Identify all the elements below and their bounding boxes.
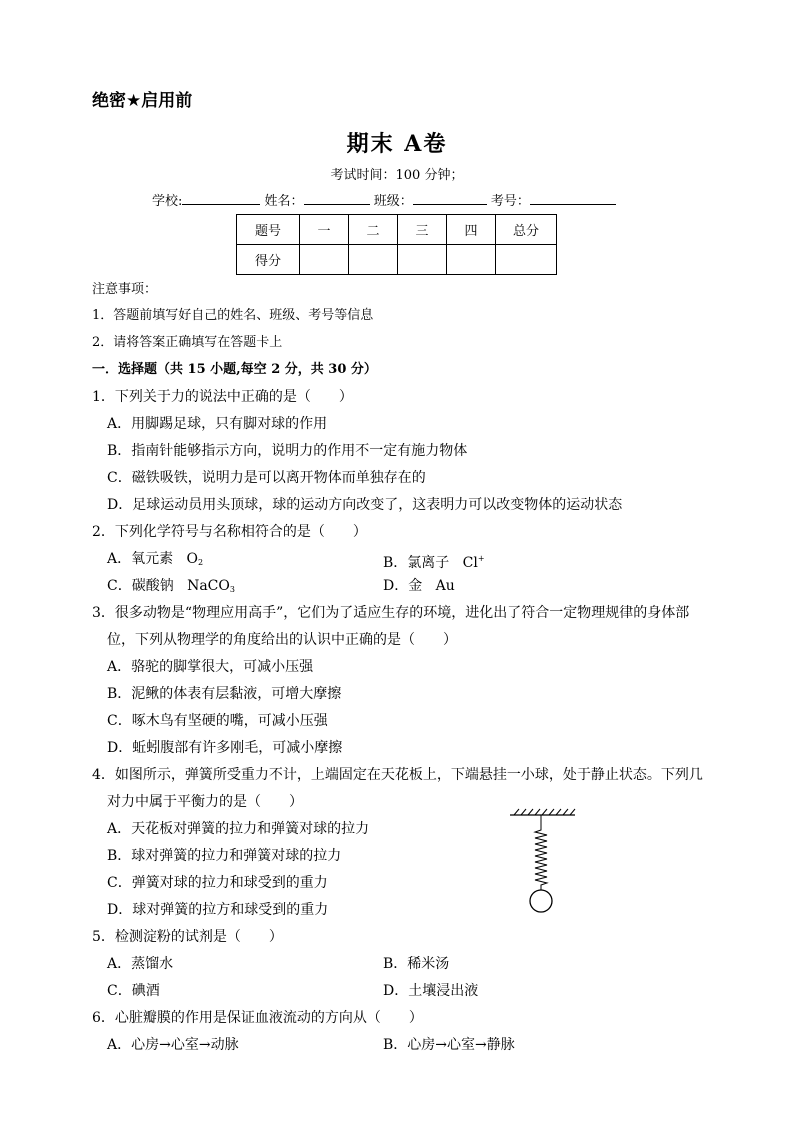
note-2: 2．请将答案正确填写在答题卡上 [92, 335, 283, 350]
score-table [236, 214, 557, 275]
question-1-option-d[interactable]: D．足球运动员用头顶球，球的运动方向改变了，这表明力可以改变物体的运动状态 [107, 497, 623, 513]
question-1-option-b[interactable]: B．指南针能够指示方向，说明力的作用不一定有施力物体 [107, 443, 468, 459]
name-label: 姓名： [264, 194, 304, 209]
chemical-symbol: NaCO [187, 578, 230, 594]
class-label: 班级： [373, 194, 413, 209]
score-input-cell[interactable] [300, 245, 349, 275]
chemical-symbol: Au [435, 578, 455, 594]
table-cell: 四 [447, 215, 496, 245]
option-label: B．氯离子 [383, 555, 450, 571]
school-blank [182, 192, 260, 205]
question-5-option-d[interactable]: D．土壤浸出液 [383, 983, 479, 999]
question-1-option-a[interactable]: A．用脚踢足球，只有脚对球的作用 [107, 416, 328, 432]
question-3-option-d[interactable]: D．蚯蚓腹部有许多刚毛，可减小摩擦 [107, 740, 343, 756]
option-label: C．碳酸钠 [107, 578, 174, 594]
question-5-option-b[interactable]: B．稀米汤 [383, 956, 450, 972]
option-label: A．氧元素 [107, 551, 174, 567]
question-2-option-b[interactable] [383, 550, 485, 572]
score-table-header-row [237, 215, 557, 245]
question-6-stem: 6．心脏瓣膜的作用是保证血液流动的方向从（ ） [92, 1010, 423, 1026]
notes-title: 注意事项： [92, 282, 158, 297]
table-cell: 总分 [496, 215, 557, 245]
question-4-stem-line1: 4．如图所示，弹簧所受重力不计，上端固定在天花板上，下端悬挂一小球，处于静止状态。下列几 [92, 767, 703, 783]
number-label: 考号： [490, 194, 530, 209]
number-blank [530, 192, 616, 205]
question-5-stem: 5．检测淀粉的试剂是（ ） [92, 929, 283, 945]
spring-icon [535, 815, 547, 890]
question-2-option-d[interactable] [383, 577, 455, 595]
question-3-option-c[interactable]: C．啄木鸟有坚硬的嘴，可减小压强 [107, 713, 328, 729]
table-cell: 题号 [237, 215, 300, 245]
question-3-option-b[interactable]: B．泥鳅的体表有层黏液，可增大摩擦 [107, 686, 342, 702]
question-1-option-c[interactable]: C．磁铁吸铁，说明力是可以离开物体而单独存在的 [107, 470, 426, 486]
table-cell: 一 [300, 215, 349, 245]
exam-title: 期末 A卷 [346, 131, 448, 157]
table-cell: 得分 [237, 245, 300, 275]
ball-icon [530, 890, 552, 912]
question-5-option-c[interactable]: C．碘酒 [107, 983, 160, 999]
question-6-option-a[interactable]: A．心房→心室→动脉 [107, 1037, 239, 1053]
question-2-option-c[interactable] [107, 577, 235, 599]
question-4-stem-line2: 对力中属于平衡力的是（ ） [107, 794, 303, 810]
name-blank [304, 192, 370, 205]
subscript: 2 [197, 558, 204, 567]
score-input-cell[interactable] [447, 245, 496, 275]
score-table-score-row [237, 245, 557, 275]
question-3-stem-line1: 3．很多动物是“物理应用高手”，它们为了适应生存的环境，进化出了符合一定物理规律的身体部 [92, 605, 690, 621]
score-input-cell[interactable] [496, 245, 557, 275]
option-label: D．金 [383, 578, 423, 594]
question-2-stem: 2．下列化学符号与名称相符合的是（ ） [92, 524, 367, 540]
question-6-option-b[interactable]: B．心房→心室→静脉 [383, 1037, 515, 1053]
school-label: 学校: [152, 194, 183, 209]
score-input-cell[interactable] [398, 245, 447, 275]
question-5-option-a[interactable]: A．蒸馏水 [107, 956, 174, 972]
superscript: + [477, 554, 485, 563]
question-3-stem-line2: 位，下列从物理学的角度给出的认识中正确的是（ ） [107, 632, 457, 648]
question-4-option-b[interactable]: B．球对弹簧的拉力和弹簧对球的拉力 [107, 848, 342, 864]
score-input-cell[interactable] [349, 245, 398, 275]
question-1-stem: 1．下列关于力的说法中正确的是（ ） [92, 389, 353, 405]
exam-time: 考试时间：100 分钟； [330, 168, 464, 183]
chemical-symbol: Cl [462, 555, 478, 571]
question-4-option-a[interactable]: A．天花板对弹簧的拉力和弹簧对球的拉力 [107, 821, 370, 837]
section-heading: 一．选择题（共 15 小题,每空 2 分，共 30 分） [92, 362, 377, 377]
table-cell: 三 [398, 215, 447, 245]
class-blank [413, 192, 487, 205]
ceiling-icon [510, 809, 575, 815]
question-4-option-d[interactable]: D．球对弹簧的拉方和球受到的重力 [107, 902, 329, 918]
subscript: 3 [229, 585, 235, 594]
question-4-option-c[interactable]: C．弹簧对球的拉力和球受到的重力 [107, 875, 328, 891]
question-2-option-a[interactable] [107, 550, 203, 572]
note-1: 1．答题前填写好自己的姓名、班级、考号等信息 [92, 308, 374, 323]
question-3-option-a[interactable]: A．骆驼的脚掌很大，可减小压强 [107, 659, 314, 675]
confidential-label: 绝密★启用前 [92, 91, 193, 111]
table-cell: 二 [349, 215, 398, 245]
spring-ball-figure [505, 808, 580, 916]
student-info-line [152, 192, 616, 210]
chemical-symbol: O [186, 551, 198, 567]
